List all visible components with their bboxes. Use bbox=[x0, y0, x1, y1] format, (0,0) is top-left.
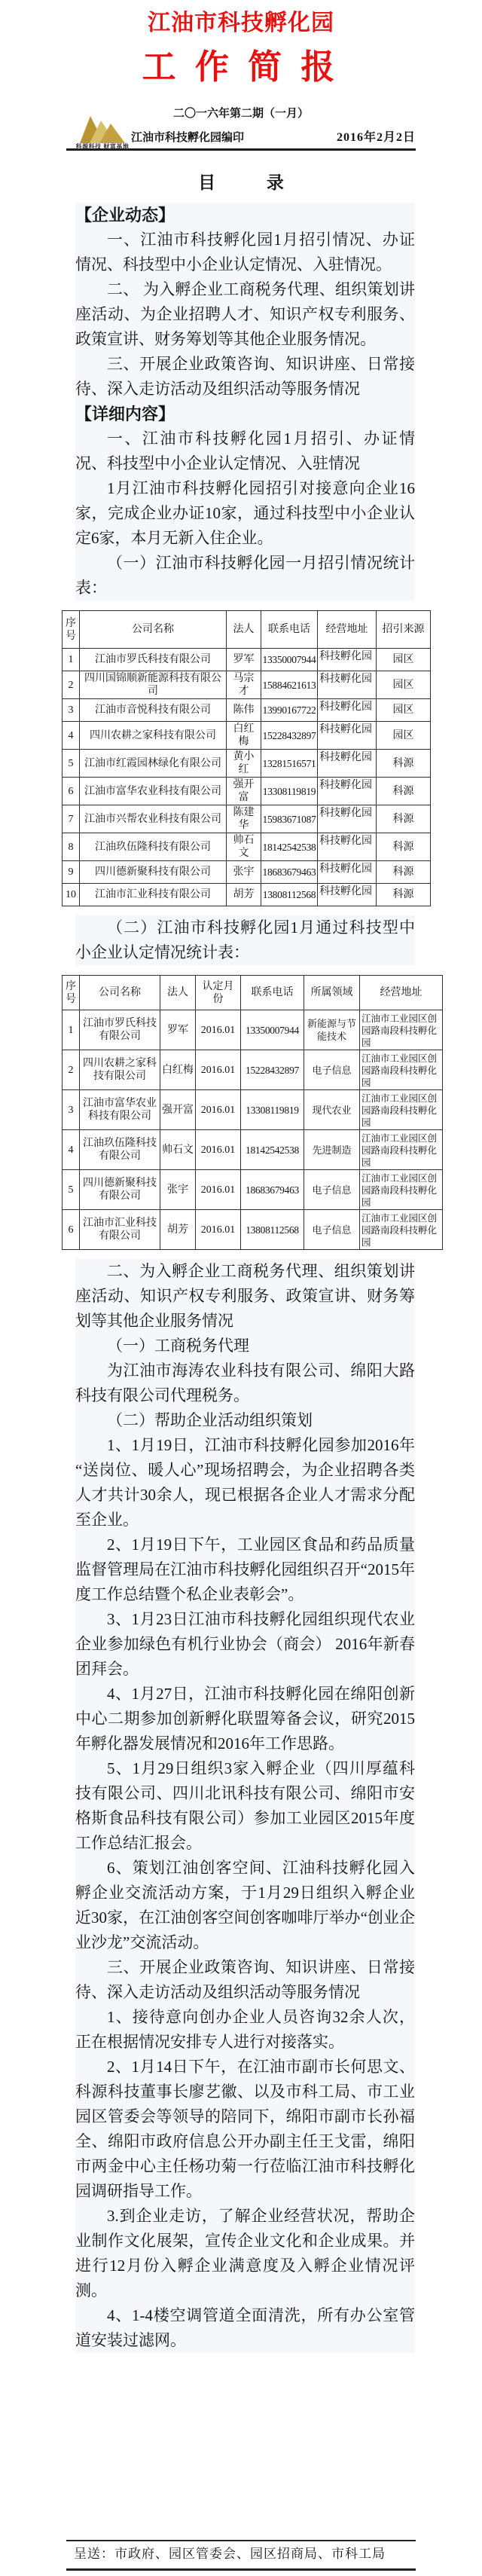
table-cell: 罗军 bbox=[160, 1010, 196, 1050]
paragraph: （一）工商税务代理 bbox=[75, 1334, 415, 1358]
paragraph: 6、策划江油创客空间、江油科技孵化园入孵企业交流活动方案，于1月29日组织入孵企业近30家，在江油创客空间创客咖啡厅举办“创业企业沙龙”交流活动。 bbox=[75, 1856, 415, 1955]
table-cell: 江油市音悦科技有限公司 bbox=[80, 699, 227, 722]
paragraph: 1、接待意向创办企业人员咨询32余人次，正在根据情况安排专人进行对接落实。 bbox=[75, 2005, 415, 2055]
masthead-org-title: 江油市科技孵化园 bbox=[148, 11, 334, 35]
paragraph: 1、1月19日，江油市科技孵化园参加2016年“送岗位、暖人心”现场招聘会，为企业招聘各类人才共计30余人，现已根据各企业人才需求分配至企业。 bbox=[75, 1433, 415, 1532]
distribution-line: 呈送：市政府、园区管委会、园区招商局、市科工局 bbox=[74, 2547, 386, 2561]
table-cell: 科源 bbox=[377, 750, 431, 778]
table-cell: 四川农耕之家科技有限公司 bbox=[80, 722, 227, 750]
table-cell: 科技孵化园 bbox=[318, 671, 377, 699]
table-cell: 18142542538 bbox=[261, 833, 318, 861]
table-cell: 江油市兴帮农业科技有限公司 bbox=[80, 805, 227, 833]
table-cell: 13990167722 bbox=[261, 699, 318, 722]
toc-heading: 目 录 bbox=[198, 173, 284, 192]
table-cell: 园区 bbox=[377, 699, 431, 722]
table-cell: 江油市汇业科技有限公司 bbox=[80, 884, 227, 906]
masthead bbox=[0, 10, 482, 151]
table-cell: 江油市工业园区创园路南段科技孵化园 bbox=[360, 1130, 443, 1170]
table-row bbox=[63, 884, 431, 906]
table-cell: 科源 bbox=[377, 833, 431, 861]
table-row bbox=[63, 778, 431, 805]
table-header-cell: 所属领域 bbox=[304, 976, 360, 1010]
table-cell: 5 bbox=[63, 750, 80, 778]
table-row bbox=[63, 699, 431, 722]
table-cell: 新能源与节能技术 bbox=[304, 1010, 360, 1050]
table-cell: 江油玖伍隆科技有限公司 bbox=[80, 1130, 160, 1170]
table-cell: 四川农耕之家科技有限公司 bbox=[80, 1050, 160, 1090]
table-header-cell: 公司名称 bbox=[80, 611, 227, 649]
table-cell: 江油市汇业科技有限公司 bbox=[80, 1210, 160, 1250]
paragraph: 5、1月29日组织3家入孵企业（四川厚蕴科技有限公司、四川北讯科技有限公司、绵阳市安格斯食品科技有限公司）参加工业园区2015年度工作总结汇报会。 bbox=[75, 1756, 415, 1856]
paragraph: 2、1月14日下午，在江油市副市长何思文、科源科技董事长廖艺徽、以及市科工局、市工业园区管委会等领导的陪同下，绵阳市副市长孙福全、绵阳市政府信息公开办副主任王戈雷，绵阳市两金中心主任杨功菊一行莅临江油市科技孵化园调研指导工作。 bbox=[75, 2055, 415, 2204]
table-cell: 帅石文 bbox=[227, 833, 261, 861]
paragraph: 为江油市海涛农业科技有限公司、绵阳大路科技有限公司代理税务。 bbox=[75, 1358, 415, 1408]
table-cell: 黄小红 bbox=[227, 750, 261, 778]
table-cell: 电子信息 bbox=[304, 1050, 360, 1090]
table-cell: 科源 bbox=[377, 805, 431, 833]
table-cell: 江油市工业园区创园路南段科技孵化园 bbox=[360, 1170, 443, 1210]
table-cell: 1 bbox=[63, 1010, 80, 1050]
table-cell: 科源 bbox=[377, 778, 431, 805]
table-cell: 陈建华 bbox=[227, 805, 261, 833]
table-cell: 江油市罗氏科技有限公司 bbox=[80, 649, 227, 671]
table-cell: 张宇 bbox=[160, 1170, 196, 1210]
table-cell: 科技孵化园 bbox=[318, 833, 377, 861]
issue-line: 二〇一六年第二期（一月） bbox=[172, 107, 309, 120]
toc-item: 二、 为入孵企业工商税务代理、组织策划讲座活动、为企业招聘人才、知识产权专利服务、政策宣讲、财务筹划等其他企业服务情况。 bbox=[75, 277, 415, 352]
publisher-name: 江油市科技孵化园编印 bbox=[131, 131, 245, 144]
table-cell: 6 bbox=[63, 1210, 80, 1250]
paragraph: 3.到企业走访，了解企业经营状况，帮助企业制作文化展架，宣传企业文化和企业成果。并进行12月份入孵企业满意度及入孵企业情况评测。 bbox=[75, 2204, 415, 2303]
table-cell: 四川德新聚科技有限公司 bbox=[80, 1170, 160, 1210]
table-cell: 罗军 bbox=[227, 649, 261, 671]
table-header-cell: 公司名称 bbox=[80, 976, 160, 1010]
table-cell: 先进制造 bbox=[304, 1130, 360, 1170]
table-cell: 2016.01 bbox=[196, 1130, 241, 1170]
table-cell: 15884621613 bbox=[261, 671, 318, 699]
table-header-cell: 序号 bbox=[63, 976, 80, 1010]
table-cell: 园区 bbox=[377, 722, 431, 750]
section-heading: 一、江油市科技孵化园1月招引、办证情况、科技型中小企业认定情况、入驻情况 bbox=[75, 426, 415, 476]
table-row bbox=[63, 1130, 443, 1170]
table-cell: 7 bbox=[63, 805, 80, 833]
table-cell: 科技孵化园 bbox=[318, 699, 377, 722]
table-cell: 江油市罗氏科技有限公司 bbox=[80, 1010, 160, 1050]
table-cell: 2016.01 bbox=[196, 1210, 241, 1250]
table-cell: 强开富 bbox=[227, 778, 261, 805]
table-cell: 白红梅 bbox=[227, 722, 261, 750]
toc-item: 一、江油市科技孵化园1月招引情况、办证情况、科技型中小企业认定情况、入驻情况。 bbox=[75, 228, 415, 277]
paragraph: （二）江油市科技孵化园1月通过科技型中小企业认定情况统计表： bbox=[75, 915, 415, 965]
table-cell: 科技孵化园 bbox=[318, 722, 377, 750]
table-row bbox=[63, 649, 431, 671]
table-cell: 13808112568 bbox=[261, 884, 318, 906]
table-cell: 13350007944 bbox=[241, 1010, 304, 1050]
table-cell: 马宗才 bbox=[227, 671, 261, 699]
table-cell: 15228432897 bbox=[261, 722, 318, 750]
table-cell: 2 bbox=[63, 671, 80, 699]
table-cell: 18142542538 bbox=[241, 1130, 304, 1170]
table-header-cell: 联系电话 bbox=[261, 611, 318, 649]
table-cell: 8 bbox=[63, 833, 80, 861]
table-cell: 江油市工业园区创园路南段科技孵化园 bbox=[360, 1010, 443, 1050]
table-cell: 6 bbox=[63, 778, 80, 805]
table-cell: 2016.01 bbox=[196, 1170, 241, 1210]
table-header-row bbox=[63, 611, 431, 649]
table-header-cell: 经营地址 bbox=[318, 611, 377, 649]
paragraph: 4、1月27日，江油市科技孵化园在绵阳创新中心二期参加创新孵化联盟筹备会议，研究2015年孵化器发展情况和2016年工作思路。 bbox=[75, 1682, 415, 1756]
table-cell: 江油市红霞园林绿化有限公司 bbox=[80, 750, 227, 778]
table-cell: 江油玖伍隆科技有限公司 bbox=[80, 833, 227, 861]
table-cell: 13308119819 bbox=[241, 1090, 304, 1130]
table-cell: 电子信息 bbox=[304, 1210, 360, 1250]
table-cell: 13350007944 bbox=[261, 649, 318, 671]
paragraph: （一）江油市科技孵化园一月招引情况统计表： bbox=[75, 551, 415, 600]
table-cell: 9 bbox=[63, 861, 80, 884]
table-cell: 四川德新聚科技有限公司 bbox=[80, 861, 227, 884]
distribution-footer bbox=[66, 2540, 416, 2571]
table-cell: 科技孵化园 bbox=[318, 861, 377, 884]
table-header-cell: 序号 bbox=[63, 611, 80, 649]
masthead-report-title: 工 作 简 报 bbox=[142, 48, 340, 86]
recruitment-table bbox=[62, 610, 431, 906]
table-cell: 白红梅 bbox=[160, 1050, 196, 1090]
table-row bbox=[63, 1050, 443, 1090]
table-header-cell: 招引来源 bbox=[377, 611, 431, 649]
paragraph: （二）帮助企业活动组织策划 bbox=[75, 1408, 415, 1433]
table-cell: 帅石文 bbox=[160, 1130, 196, 1170]
table-row bbox=[63, 1170, 443, 1210]
table-cell: 强开富 bbox=[160, 1090, 196, 1130]
table-header-cell: 认定月份 bbox=[196, 976, 241, 1010]
toc-item: 三、开展企业政策咨询、知识讲座、日常接待、深入走访活动及组织活动等服务情况 bbox=[75, 352, 415, 402]
table-cell: 江油市富华农业科技有限公司 bbox=[80, 778, 227, 805]
table-cell: 四川国锦顺新能源科技有限公司 bbox=[80, 671, 227, 699]
table-cell: 江油市工业园区创园路南段科技孵化园 bbox=[360, 1210, 443, 1250]
table-cell: 2016.01 bbox=[196, 1050, 241, 1090]
table-cell: 3 bbox=[63, 699, 80, 722]
table-cell: 13808112568 bbox=[241, 1210, 304, 1250]
table-cell: 园区 bbox=[377, 649, 431, 671]
table-cell: 陈伟 bbox=[227, 699, 261, 722]
table-header-cell: 法人 bbox=[227, 611, 261, 649]
table-cell: 科技孵化园 bbox=[318, 778, 377, 805]
table-row bbox=[63, 1010, 443, 1050]
table-cell: 胡芳 bbox=[160, 1210, 196, 1250]
section-heading: 二、为入孵企业工商税务代理、组织策划讲座活动、知识产权专利服务、政策宣讲、财务筹划等其他企业服务情况 bbox=[75, 1259, 415, 1334]
table-row bbox=[63, 861, 431, 884]
paragraph: 3、1月23日江油市科技孵化园组织现代农业企业参加绿色有机行业协会（商会） 2016年新春团拜会。 bbox=[75, 1607, 415, 1682]
table-cell: 江油市工业园区创园路南段科技孵化园 bbox=[360, 1050, 443, 1090]
table-cell: 5 bbox=[63, 1170, 80, 1210]
table-row bbox=[63, 1090, 443, 1130]
table-header-cell: 经营地址 bbox=[360, 976, 443, 1010]
logo-tagline: 科源科技 财富基地 bbox=[75, 143, 130, 150]
table-cell: 4 bbox=[63, 722, 80, 750]
mountains-logo-icon bbox=[75, 115, 130, 143]
table-row bbox=[63, 805, 431, 833]
table-cell: 江油市工业园区创园路南段科技孵化园 bbox=[360, 1090, 443, 1130]
detail-section-heading: 【详细内容】 bbox=[75, 402, 415, 426]
table-cell: 3 bbox=[63, 1090, 80, 1130]
section-heading: 三、开展企业政策咨询、知识讲座、日常接待、深入走访活动及组织活动等服务情况 bbox=[75, 1955, 415, 2005]
table-row bbox=[63, 750, 431, 778]
table-cell: 科技孵化园 bbox=[318, 805, 377, 833]
table-header-row bbox=[63, 976, 443, 1010]
table-cell: 电子信息 bbox=[304, 1170, 360, 1210]
table-cell: 10 bbox=[63, 884, 80, 906]
table-cell: 2 bbox=[63, 1050, 80, 1090]
table-cell: 1 bbox=[63, 649, 80, 671]
table-row bbox=[63, 722, 431, 750]
certification-table bbox=[62, 975, 443, 1250]
table-cell: 2016.01 bbox=[196, 1010, 241, 1050]
table-cell: 江油市富华农业科技有限公司 bbox=[80, 1090, 160, 1130]
table-row bbox=[63, 671, 431, 699]
table-cell: 科源 bbox=[377, 861, 431, 884]
paragraph: 2、1月19日下午，工业园区食品和药品质量监督管理局在江油市科技孵化园组织召开“2015年度工作总结暨个私企业表彰会”。 bbox=[75, 1532, 415, 1607]
table-cell: 张宇 bbox=[227, 861, 261, 884]
paragraph: 1月江油市科技孵化园招引对接意向企业16家，完成企业办证10家，通过科技型中小企业认定6家，本月无新入住企业。 bbox=[75, 476, 415, 551]
table-cell: 科技孵化园 bbox=[318, 649, 377, 671]
park-logo bbox=[75, 115, 130, 151]
table-cell: 现代农业 bbox=[304, 1090, 360, 1130]
table-cell: 科技孵化园 bbox=[318, 884, 377, 906]
table-cell: 13308119819 bbox=[261, 778, 318, 805]
table-header-cell: 联系电话 bbox=[241, 976, 304, 1010]
table-cell: 13281516571 bbox=[261, 750, 318, 778]
table-cell: 4 bbox=[63, 1130, 80, 1170]
document-body bbox=[0, 193, 482, 2353]
table-cell: 18683679463 bbox=[241, 1170, 304, 1210]
table-row bbox=[63, 833, 431, 861]
table-cell: 15983671087 bbox=[261, 805, 318, 833]
table-cell: 15228432897 bbox=[241, 1050, 304, 1090]
publish-date: 2016年2月2日 bbox=[336, 131, 416, 144]
table-cell: 2016.01 bbox=[196, 1090, 241, 1130]
table-cell: 园区 bbox=[377, 671, 431, 699]
table-cell: 科源 bbox=[377, 884, 431, 906]
paragraph: 4、1-4楼空调管道全面清洗，所有办公室管道安装过滤网。 bbox=[75, 2303, 415, 2353]
table-header-cell: 法人 bbox=[160, 976, 196, 1010]
table-cell: 科技孵化园 bbox=[318, 750, 377, 778]
toc-section-heading: 【企业动态】 bbox=[75, 203, 415, 228]
table-cell: 18683679463 bbox=[261, 861, 318, 884]
table-row bbox=[63, 1210, 443, 1250]
table-cell: 胡芳 bbox=[227, 884, 261, 906]
